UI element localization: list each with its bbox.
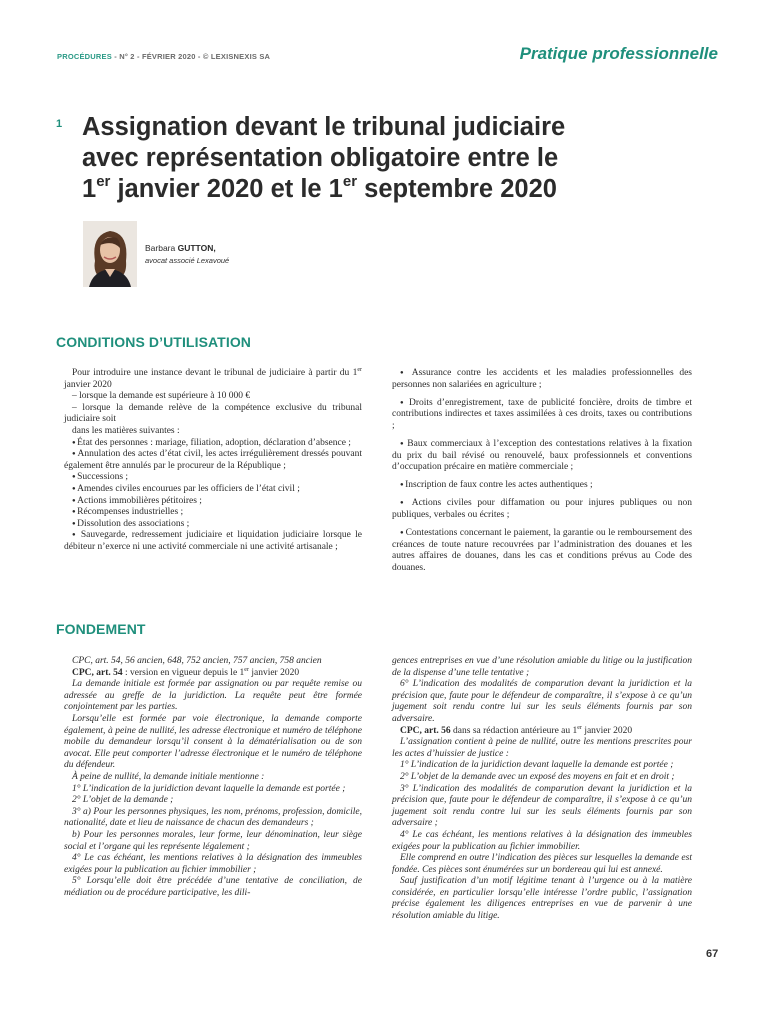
list-item: ● Actions civiles pour diffamation ou pour injures publiques ou non publiques, verbales ou écrites ; — [392, 498, 692, 521]
page-number: 67 — [706, 948, 719, 960]
legal-references: CPC, art. 54, 56 ancien, 648, 752 ancien, 757 ancien, 758 ancien — [72, 656, 322, 666]
list-item: ● Amendes civiles encourues par les officiers de l’état civil ; — [64, 484, 362, 496]
article-54-paragraph: 3° a) Pour les personnes physiques, les nom, prénoms, profession, domicile, nationalité, date et lieu de naissance de chacun des demandeurs ; — [64, 806, 362, 829]
article-56-paragraph: 3° L’indication des modalités de comparution devant la juridiction et la précision que, faute pour le défendeur de comparaître, il s’expose à ce qu’un jugement soit rendu contre lui sur les seuls éléments fournis par son adversaire ; — [392, 783, 692, 829]
article-56-paragraph: 1° L’indication de la juridiction devant laquelle la demande est portée ; — [400, 760, 674, 771]
list-item: ● Inscription de faux contre les actes authentiques ; — [392, 480, 692, 492]
matters-list-left — [64, 438, 362, 554]
list-item: ● Actions immobilières pétitoires ; — [64, 496, 362, 508]
issue-info: - N° 2 - FÉVRIER 2020 - © LEXISNEXIS SA — [111, 52, 271, 61]
section-heading-fondement: FONDEMENT — [56, 621, 146, 637]
author-role: avocat associé Lexavoué — [145, 256, 230, 265]
title-line-3: 1er janvier 2020 et le 1er septembre 2020 — [82, 173, 557, 203]
article-54-paragraph: À peine de nullité, la demande initiale mentionne : — [72, 771, 265, 782]
title-line-1: Assignation devant le tribunal judiciaire — [82, 113, 566, 141]
article-54-paragraph: 2° L’objet de la demande ; — [72, 795, 174, 806]
list-item: ● Dissolution des associations ; — [64, 519, 362, 531]
article-56-heading: CPC, art. 56 dans sa rédaction antérieure au 1er janvier 2020 — [400, 724, 633, 736]
conditions-matters: dans les matières suivantes : — [72, 425, 180, 436]
section-heading-conditions: CONDITIONS D’UTILISATION — [56, 334, 252, 350]
article-56-paragraph: Sauf justification d’un motif légitime tenant à l’urgence ou à la matière considérée, en particulier lorsqu’elle intéresse l’ordre public, l’assignation précise également les diligences entreprises en vue de parvenir à une résolution amiable du litige. — [392, 876, 692, 922]
article-54-paragraph: b) Pour les personnes morales, leur forme, leur dénomination, leur siège social et l’organe qui les représente légalement ; — [64, 829, 362, 852]
article-56-paragraph: L’assignation contient à peine de nullité, outre les mentions prescrites pour les actes d’huissier de justice : — [392, 737, 692, 759]
list-item: ● Annulation des actes d’état civil, les actes irrégulièrement dressés pouvant également être annulés par le procureur de la République ; — [64, 449, 362, 472]
fondement-right-column — [392, 656, 692, 923]
article-54-paragraph: 4° Le cas échéant, les mentions relatives à la désignation des immeubles exigées pour la publication au fichier immobilier ; — [64, 853, 362, 875]
title-line-2: avec représentation obligatoire entre le — [82, 144, 559, 172]
article-54-paragraph: 6° L’indication des modalités de comparution devant la juridiction et la précision que, faute pour le défendeur de comparaître, il s’expose à ce qu’un jugement soit rendu contre lui sur les seuls éléments fournis par son adversaire. — [392, 679, 692, 724]
rubric-title: Pratique professionnelle — [519, 44, 718, 63]
condition-competence: – lorsque la demande relève de la compétence exclusive du tribunal judiciaire soit — [64, 402, 362, 425]
running-header — [57, 52, 270, 61]
article-title — [82, 112, 682, 205]
article-54-paragraph: La demande initiale est formée par assignation ou par requête remise ou adressée au greffe de la juridiction. La requête peut être formée conjointement par les parties. — [64, 679, 362, 713]
author-name: Barbara GUTTON, — [145, 243, 216, 253]
conditions-intro: Pour introduire une instance devant le tribunal de judiciaire à partir du 1er janvier 2020 — [64, 367, 362, 390]
article-56-paragraph: Elle comprend en outre l’indication des pièces sur lesquelles la demande est fondée. Ces pièces sont énumérées sur un bordereau qui lui est annexé. — [392, 853, 692, 875]
condition-amount: – lorsque la demande est supérieure à 10 000 € — [72, 391, 251, 402]
list-item: ● Récompenses industrielles ; — [64, 507, 362, 519]
list-item: ● Sauvegarde, redressement judiciaire et liquidation judiciaire lorsque le débiteur n’exerce ni une activité commerciale ni une activité artisanale ; — [64, 530, 362, 553]
list-item: ● Successions ; — [64, 472, 362, 484]
matters-list-right — [392, 368, 692, 574]
article-56-paragraph: 4° Le cas échéant, les mentions relatives à la désignation des immeubles exigées pour la publication au fichier immobilier. — [392, 829, 692, 852]
fondement-left-column — [64, 656, 362, 899]
conditions-right-column — [392, 368, 692, 581]
list-item: ● Contestations concernant le paiement, la garantie ou le remboursement des créances de toute nature recouvrées par l’administration des douanes et les autres affaires de douanes, dans les cas et conditions prévus au Code des douanes. — [392, 528, 692, 574]
list-item: ● Droits d’enregistrement, taxe de publicité foncière, droits de timbre et contributions indirectes et taxes assimilées à ces droits, taxes ou contributions ; — [392, 398, 692, 433]
article-56-paragraph: 2° L’objet de la demande avec un exposé des moyens en fait et en droit ; — [400, 771, 675, 782]
article-54-continuation: gences entreprises en vue d’une résolution amiable du litige ou la justification de la dispense d’une telle tentative ; — [392, 656, 692, 678]
article-number: 1 — [56, 118, 63, 130]
article-54-heading: CPC, art. 54 : version en vigueur depuis le 1er janvier 2020 — [72, 666, 300, 678]
publication-name: PROCÉDURES — [57, 52, 112, 61]
article-54-paragraph: Lorsqu’elle est formée par voie électronique, la demande comporte également, à peine de nullité, les adresse électronique et numéro de téléphone mobile du demandeur lorsqu’il consent à la dématérialisation ou de son avocat. Elle peut comporter l’adresse électronique et le numéro de téléphone du défendeur. — [64, 713, 362, 771]
list-item: ● État des personnes : mariage, filiation, adoption, déclaration d’absence ; — [64, 438, 362, 450]
author-photo — [83, 221, 137, 287]
conditions-left-column — [64, 368, 362, 554]
article-54-paragraph: 5° Lorsqu’elle doit être précédée d’une tentative de conciliation, de médiation ou de procédure participative, les dili- — [64, 876, 362, 898]
list-item: ● Baux commerciaux à l’exception des contestations relatives à la fixation du prix du bail révisé ou renouvelé, baux professionnels et conventions d’occupation précaire en matière commerciale ; — [392, 439, 692, 474]
article-54-paragraph: 1° L’indication de la juridiction devant laquelle la demande est portée ; — [72, 783, 346, 794]
list-item: ● Assurance contre les accidents et les maladies professionnelles des personnes non salariées en agriculture ; — [392, 368, 692, 391]
